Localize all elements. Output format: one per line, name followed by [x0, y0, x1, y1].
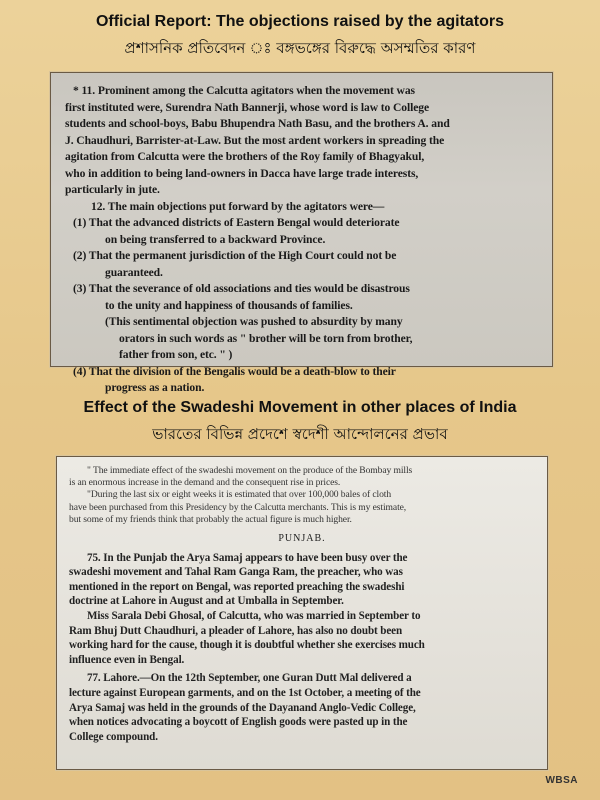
text-line: Miss Sarala Debi Ghosal, of Calcutta, who was married in September to: [87, 609, 421, 622]
text-line: (4) That the division of the Bengalis would be a death-blow to their: [73, 364, 396, 378]
text-line: 77. Lahore.—On the 12th September, one Guran Dutt Mal delivered a: [87, 672, 412, 685]
text-line: who in addition to being land-owners in Dacca have large trade interests,: [65, 166, 419, 180]
text-line: when notices advocating a boycott of English goods were pasted up in the: [69, 716, 408, 729]
text-line: influence even in Bengal.: [69, 653, 185, 666]
text-line: * 11. Prominent among the Calcutta agitators when the movement was: [73, 84, 415, 97]
official-report-scan: [50, 72, 553, 394]
text-line: J. Chaudhuri, Barrister-at-Law. But the most ardent workers in spreading the: [65, 133, 445, 147]
text-line: orators in such words as " brother will be torn from brother,: [119, 331, 413, 345]
text-line: guaranteed.: [105, 265, 163, 279]
text-line: first instituted were, Surendra Nath Bannerji, whose word is law to College: [65, 100, 430, 114]
text-line: father from son, etc. " ): [119, 348, 233, 361]
text-line: to the unity and happiness of thousands of families.: [105, 298, 353, 312]
quote-line: have been purchased from this Presidency by the Calcutta merchants. This is my estimate,: [69, 501, 407, 513]
section2-title: Effect of the Swadeshi Movement in other places of India: [83, 399, 517, 416]
punjab-heading: PUNJAB.: [278, 533, 326, 545]
text-line: (1) That the advanced districts of Eastern Bengal would deteriorate: [73, 216, 400, 229]
quote-line: is an enormous increase in the demand and the consequent rise in prices.: [69, 477, 341, 489]
text-line: progress as a nation.: [105, 381, 205, 394]
text-line: on being transferred to a backward Province.: [105, 232, 326, 246]
text-line: mentioned in the report on Bengal, was reported preaching the swadeshi: [69, 580, 405, 593]
quote-line: "During the last six or eight weeks it is estimated that over 100,000 bales of cloth: [87, 489, 392, 501]
text-line: doctrine at Lahore in August and at Umballa in September.: [69, 595, 344, 608]
text-line: Arya Samaj was held in the grounds of the Dayanand Anglo-Vedic College,: [69, 701, 416, 714]
quote-line: " The immediate effect of the swadeshi movement on the produce of the Bombay mills: [87, 465, 413, 476]
archive-watermark: WBSA: [545, 775, 578, 786]
text-line: lecture against European garments, and on the 1st October, a meeting of the: [69, 686, 421, 699]
swadeshi-report-scan: [56, 456, 548, 770]
section2-subtitle: ভারতের বিভিন্ন প্রদেশে স্বদেশী আন্দোলনের প্রভাব: [152, 425, 448, 443]
quote-line: but some of my friends think that probably the actual figure is much higher.: [69, 513, 352, 525]
text-line: working hard for the cause, though it is doubtful whether she exercises much: [69, 639, 425, 652]
text-line: agitation from Calcutta were the brothers of the Roy family of Bhagyakul,: [65, 150, 425, 163]
text-line: (2) That the permanent jurisdiction of the High Court could not be: [73, 249, 397, 262]
text-line: (3) That the severance of old associations and ties would be disastrous: [73, 282, 410, 295]
text-line: 12. The main objections put forward by the agitators were—: [91, 199, 385, 213]
text-line: particularly in jute.: [65, 183, 160, 196]
section1-subtitle: প্রশাসনিক প্রতিবেদন ঃ বঙ্গভঙ্গের বিরুদ্ধে অসম্মতির কারণ: [124, 39, 476, 57]
text-line: swadeshi movement and Tahal Ram Ganga Ram, the preacher, who was: [69, 566, 403, 579]
text-line: students and school-boys, Babu Bhupendra Nath Basu, and the brothers A. and: [65, 117, 450, 130]
text-line: Ram Bhuj Dutt Chaudhuri, a pleader of Lahore, has also no doubt been: [69, 624, 403, 637]
text-line: (This sentimental objection was pushed to absurdity by many: [105, 315, 403, 328]
text-line: 75. In the Punjab the Arya Samaj appears to have been busy over the: [87, 551, 408, 564]
text-line: College compound.: [69, 730, 158, 743]
section1-title: Official Report: The objections raised by the agitators: [95, 13, 505, 30]
